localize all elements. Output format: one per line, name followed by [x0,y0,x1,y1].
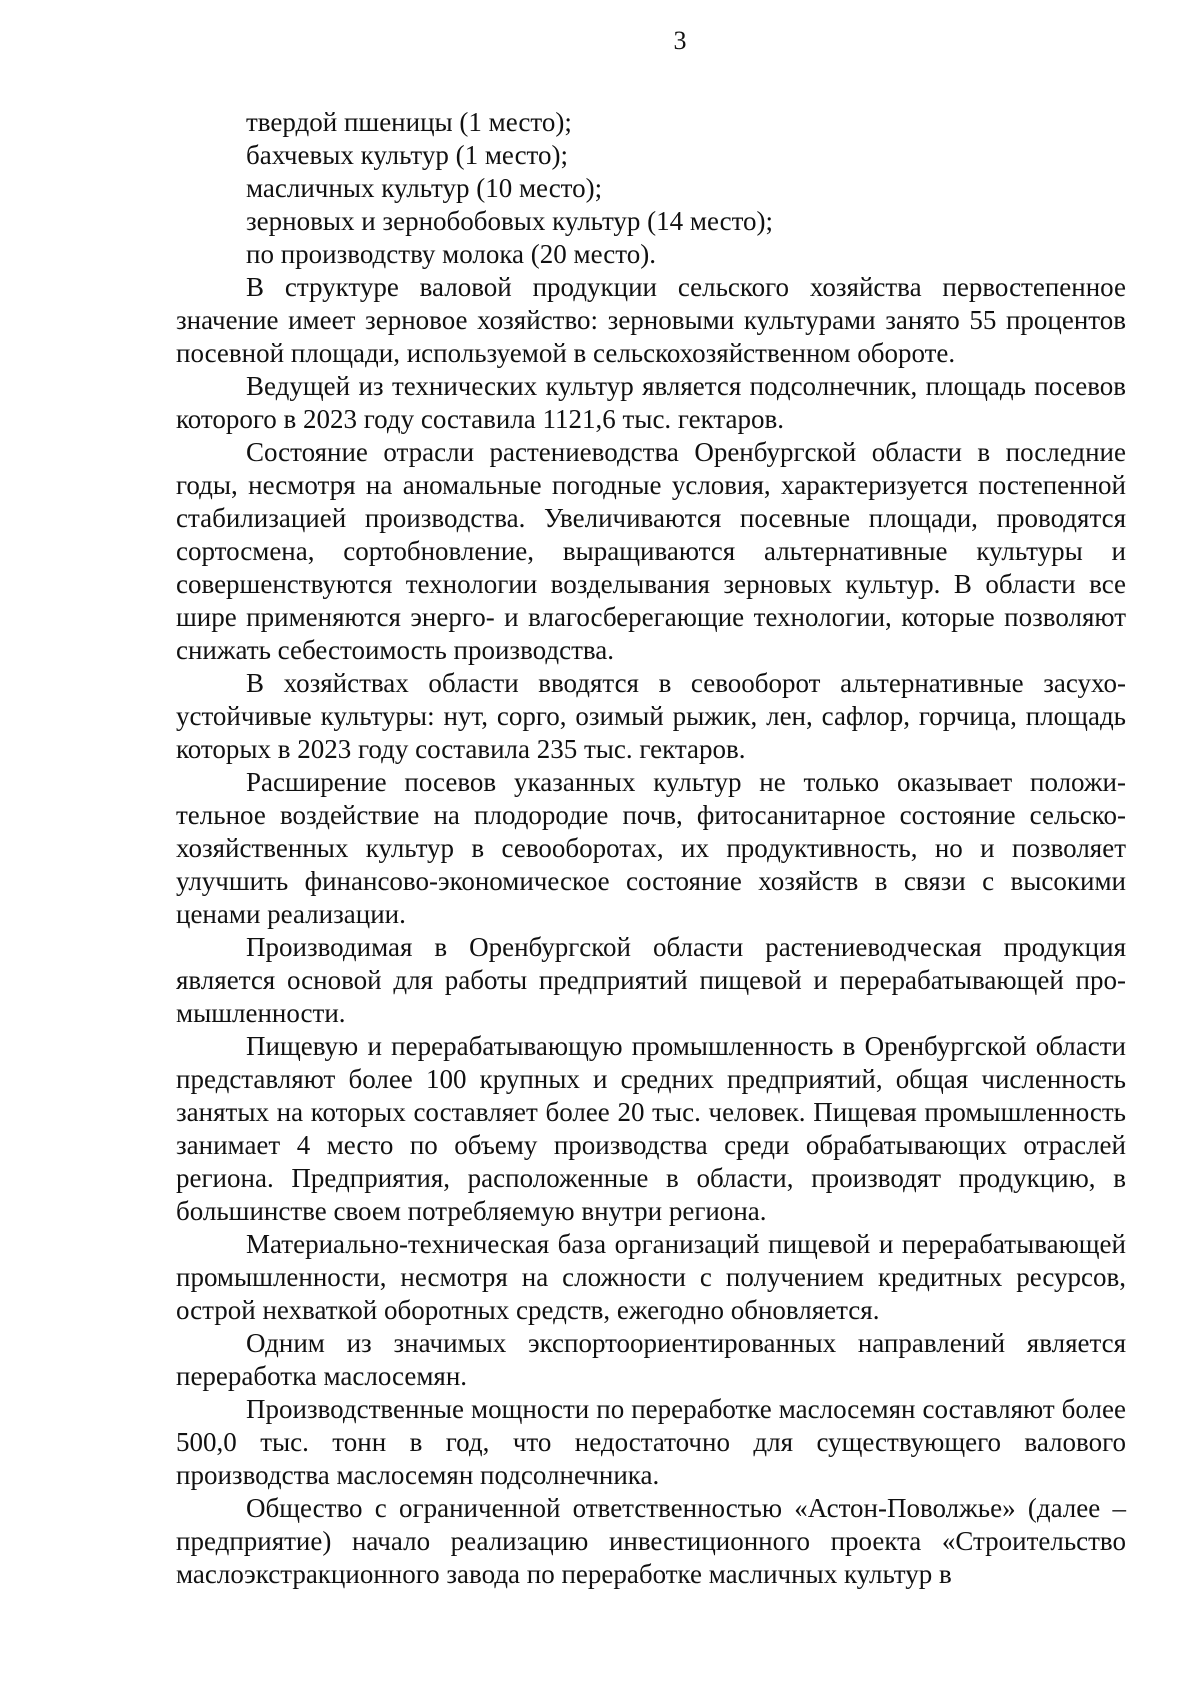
paragraph: В структуре валовой продукции сельского хозяйства первостепенное значение имеет зерновое хозяйство: зерновыми культурами занято 55 процентов посевной площади, используемой в сельскохозяйственном обороте. [176,272,1126,368]
list-item: по производству молока (20 место). [246,239,656,269]
paragraph: Состояние отрасли растениеводства Оренбургской области в последние годы, несмотря на аномальные погодные условия, характеризуется постепенной стабилизацией производства. Увеличиваются посевные площади, проводятся сортосмена, сортобновление, выращиваются альтернативные культуры и совершенствуются технологии возделывания зерновых культур. В области все шире применяются энерго- и влагосберегающие технологии, которые позволяют снижать себестоимость производства. [176,437,1126,665]
list-item: твердой пшеницы (1 место); [246,107,572,137]
paragraph: Общество с ограниченной ответственностью «Астон-Поволжье» (далее – предприятие) начало реализацию инвестиционного проекта «Строительство маслоэкстракционного завода по переработке масличных культур в [176,1493,1126,1589]
page-number: 3 [673,26,687,55]
paragraph: Материально-техническая база организаций пищевой и перерабатывающей промышленности, несмотря на сложности с получением кредитных ресурсов, острой нехваткой оборотных средств, ежегодно обновляется. [176,1229,1126,1325]
paragraph: Ведущей из технических культур является подсолнечник, площадь посевов которого в 2023 году составила 1121,6 тыс. гектаров. [176,371,1126,434]
list-item: масличных культур (10 место); [246,173,603,203]
list-item: зерновых и зернобобовых культур (14 место); [246,206,774,236]
paragraph: Расширение посевов указанных культур не только оказывает положительное воздействие на плодородие почв, фитосанитарное состояние сельскохозяйственных культур в севооборотах, их продуктивность, но и позволяет улучшить финансово-экономическое состояние хозяйств в связи с высокими ценами реализации. [176,767,1126,929]
paragraph: Производимая в Оренбургской области растениеводческая продукция является основой для работы предприятий пищевой и перерабатывающей промышленности. [176,932,1126,1028]
paragraph: Одним из значимых экспортоориентированных направлений является переработка маслосемян. [176,1328,1126,1391]
list-item: бахчевых культур (1 место); [246,140,568,170]
document-body [176,106,1126,1591]
paragraph: В хозяйствах области вводятся в севооборот альтернативные засухоустойчивые культуры: нут, сорго, озимый рыжик, лен, сафлор, горчица, площадь которых в 2023 году составила 235 тыс. гектаров. [176,668,1126,764]
paragraph: Пищевую и перерабатывающую промышленность в Оренбургской области представляют более 100 крупных и средних предприятий, общая численность занятых на которых составляет более 20 тыс. человек. Пищевая промышленность занимает 4 место по объему производства среди обрабатывающих отраслей региона. Предприятия, расположенные в области, производят продукцию, в большинстве своем потребляемую внутри региона. [176,1031,1126,1226]
paragraph: Производственные мощности по переработке маслосемян составляют более 500,0 тыс. тонн в год, что недостаточно для существующего валового производства маслосемян подсолнечника. [176,1394,1126,1490]
